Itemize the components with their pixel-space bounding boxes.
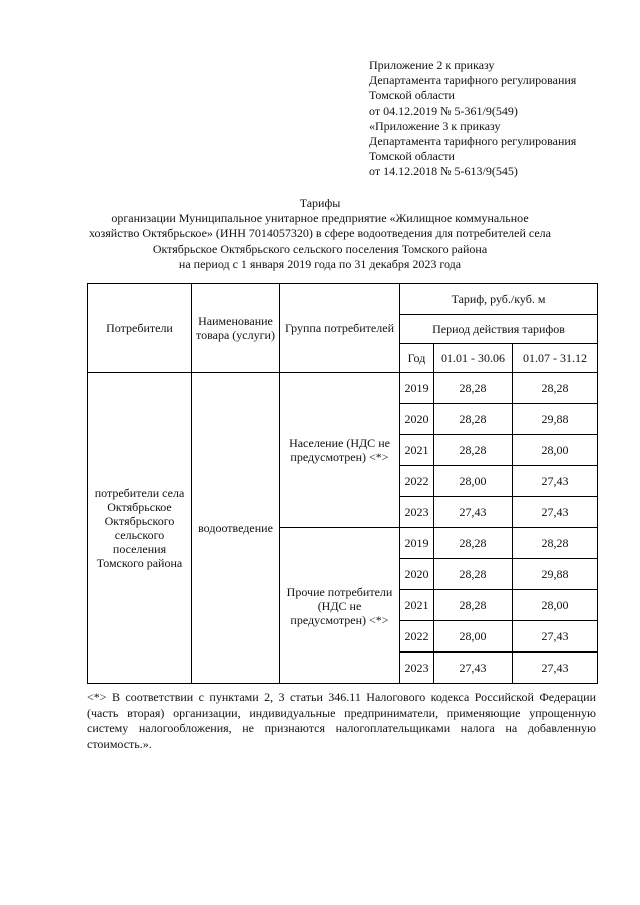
title-line: на период с 1 января 2019 года по 31 декабря 2023 года [178,256,462,271]
header-period: Период действия тарифов [400,315,598,344]
header-year: Год [400,344,434,373]
tariff-h2-cell: 29,88 [513,404,598,435]
header-line: Департамента тарифного регулирования [369,134,577,149]
header-line: от 14.12.2018 № 5-613/9(545) [369,164,518,179]
tariff-h1-cell: 27,43 [434,497,513,528]
header-group: Группа потребителей [280,284,400,373]
year-cell: 2021 [400,435,434,466]
year-cell: 2023 [400,652,434,684]
product-cell: водоотведение [192,373,280,684]
year-cell: 2020 [400,404,434,435]
tariff-h2-cell: 28,00 [513,435,598,466]
tariff-h2-cell: 27,43 [513,621,598,653]
title-line: организации Муниципальное унитарное предприятие «Жилищное коммунальное [111,211,529,226]
year-cell: 2019 [400,528,434,559]
header-line: «Приложение 3 к приказу [369,118,501,133]
table-row [88,373,598,404]
header-product: Наименование товара (услуги) [192,284,280,373]
tariff-h1-cell: 28,28 [434,435,513,466]
tariff-h1-cell: 28,28 [434,373,513,404]
year-cell: 2023 [400,497,434,528]
tariff-h2-cell: 28,28 [513,373,598,404]
header-line: от 04.12.2019 № 5-361/9(549) [369,103,518,118]
tariff-h2-cell: 27,43 [513,497,598,528]
tariff-h1-cell: 28,00 [434,621,513,653]
header-tariff: Тариф, руб./куб. м [400,284,598,315]
header-line: Департамента тарифного регулирования [369,73,577,88]
tariff-h1-cell: 27,43 [434,652,513,684]
year-cell: 2020 [400,559,434,590]
document-title [80,196,560,272]
table-header-row [88,284,598,315]
tariff-h1-cell: 28,28 [434,559,513,590]
header-line: Томской области [369,88,455,103]
vat-footnote: <*> В соответствии с пунктами 2, 3 статьи 346.11 Налогового кодекса Российской Федерации (часть вторая) организации, индивидуальные предприниматели, применяющие упрощенную систему налогообложения, не признаются налогоплательщиками налога на добавленную стоимость.». [87,690,596,751]
tariff-h1-cell: 28,00 [434,466,513,497]
header-consumers: Потребители [88,284,192,373]
year-cell: 2022 [400,621,434,653]
header-line: Томской области [369,149,455,164]
year-cell: 2021 [400,590,434,621]
consumer-cell: потребители села Октябрьское Октябрьского сельского поселения Томского района [88,373,192,684]
title-line: Октябрьское Октябрьского сельского поселения Томского района [152,241,488,256]
header-line: Приложение 2 к приказу [369,58,495,72]
header-half2: 01.07 - 31.12 [513,344,598,373]
title-line: Тарифы [299,196,341,210]
year-cell: 2022 [400,466,434,497]
tariff-h1-cell: 28,28 [434,528,513,559]
group-cell: Прочие потребители (НДС не предусмотрен) <*> [280,528,400,684]
group-cell: Население (НДС не предусмотрен) <*> [280,373,400,528]
tariff-table [87,283,598,684]
tariff-h2-cell: 27,43 [513,652,598,684]
header-half1: 01.01 - 30.06 [434,344,513,373]
year-cell: 2019 [400,373,434,404]
tariff-h1-cell: 28,28 [434,404,513,435]
tariff-h2-cell: 29,88 [513,559,598,590]
tariff-h2-cell: 28,28 [513,528,598,559]
tariff-h1-cell: 28,28 [434,590,513,621]
tariff-h2-cell: 28,00 [513,590,598,621]
tariff-h2-cell: 27,43 [513,466,598,497]
title-line: хозяйство Октябрьское» (ИНН 7014057320) в сфере водоотведения для потребителей села [88,226,551,241]
order-appendix-header [369,58,629,180]
